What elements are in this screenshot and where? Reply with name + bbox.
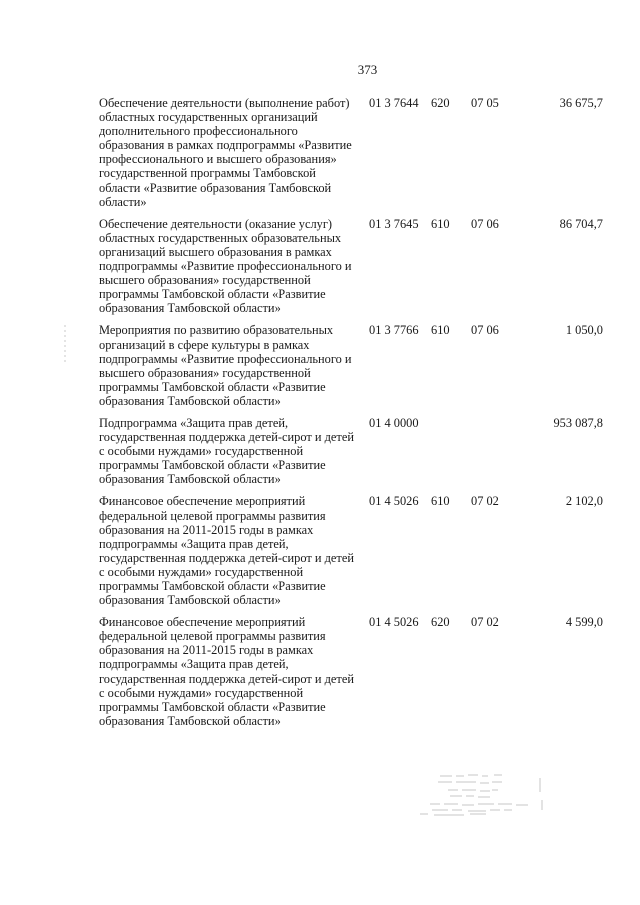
row-section-code: 07 06	[471, 216, 499, 231]
table-row	[99, 96, 603, 209]
row-section-code: 07 02	[471, 615, 499, 630]
table-row	[99, 494, 603, 607]
row-amount: 36 675,7	[559, 96, 603, 110]
row-amount: 1 050,0	[565, 323, 603, 338]
table-row	[99, 416, 603, 486]
row-description: Обеспечение деятельности (выполнение работ) областных государственных организаций дополнительного профессионального образования в рамках подпрограммы «Развитие профессионального и высшего образования» государственной программы Тамбовской области «Развитие образования Тамбовской области»	[99, 96, 352, 209]
row-description: Мероприятия по развитию образовательных организаций в сфере культуры в рамках подпрограммы «Развитие профессионального и высшего образования» государственной программы Тамбовской области «Развитие образования Тамбовской области»	[99, 323, 352, 408]
row-section-code: 07 06	[471, 323, 499, 338]
row-expense-type: 620	[431, 615, 450, 630]
row-target-code: 01 4 5026	[369, 615, 419, 630]
row-amount: 953 087,8	[553, 415, 603, 430]
margin-mark	[62, 325, 68, 365]
row-target-code: 01 3 7644	[369, 96, 419, 110]
row-amount: 2 102,0	[565, 494, 603, 509]
budget-table	[99, 96, 603, 736]
page-number: 373	[357, 62, 378, 77]
row-target-code: 01 3 7645	[369, 216, 419, 231]
row-description: Финансовое обеспечение мероприятий федеральной целевой программы развития образования на 2011-2015 годы в рамках подпрограммы «Защита прав детей, государственная поддержка детей-сирот и детей с особыми нуждами» государственной программы Тамбовской области «Развитие образования Тамбовской области»	[99, 494, 354, 608]
faded-stamp-image	[418, 770, 553, 818]
row-target-code: 01 4 0000	[369, 415, 419, 430]
row-target-code: 01 3 7766	[369, 323, 419, 338]
row-amount: 4 599,0	[565, 615, 603, 630]
row-expense-type: 610	[431, 494, 450, 509]
row-expense-type: 620	[431, 96, 450, 110]
table-row	[99, 615, 603, 728]
row-section-code: 07 02	[471, 494, 499, 509]
row-description: Подпрограмма «Защита прав детей, государственная поддержка детей-сирот и детей с особыми нуждами» государственной программы Тамбовской области «Развитие образования Тамбовской области»	[99, 415, 354, 487]
row-expense-type: 610	[431, 323, 450, 338]
row-section-code: 07 05	[471, 96, 499, 110]
row-amount: 86 704,7	[559, 216, 603, 231]
table-row	[99, 217, 603, 316]
row-description: Финансовое обеспечение мероприятий федеральной целевой программы развития образования на 2011-2015 годы в рамках подпрограммы «Защита прав детей, государственная поддержка детей-сирот и детей с особыми нуждами» государственной программы Тамбовской области «Развитие образования Тамбовской области»	[99, 615, 354, 728]
row-description: Обеспечение деятельности (оказание услуг) областных государственных образовательных организаций высшего образования в рамках подпрограммы «Развитие профессионального и высшего образования» государственной программы Тамбовской области «Развитие образования Тамбовской области»	[99, 216, 352, 316]
table-row	[99, 323, 603, 408]
row-expense-type: 610	[431, 216, 450, 231]
row-target-code: 01 4 5026	[369, 494, 419, 509]
